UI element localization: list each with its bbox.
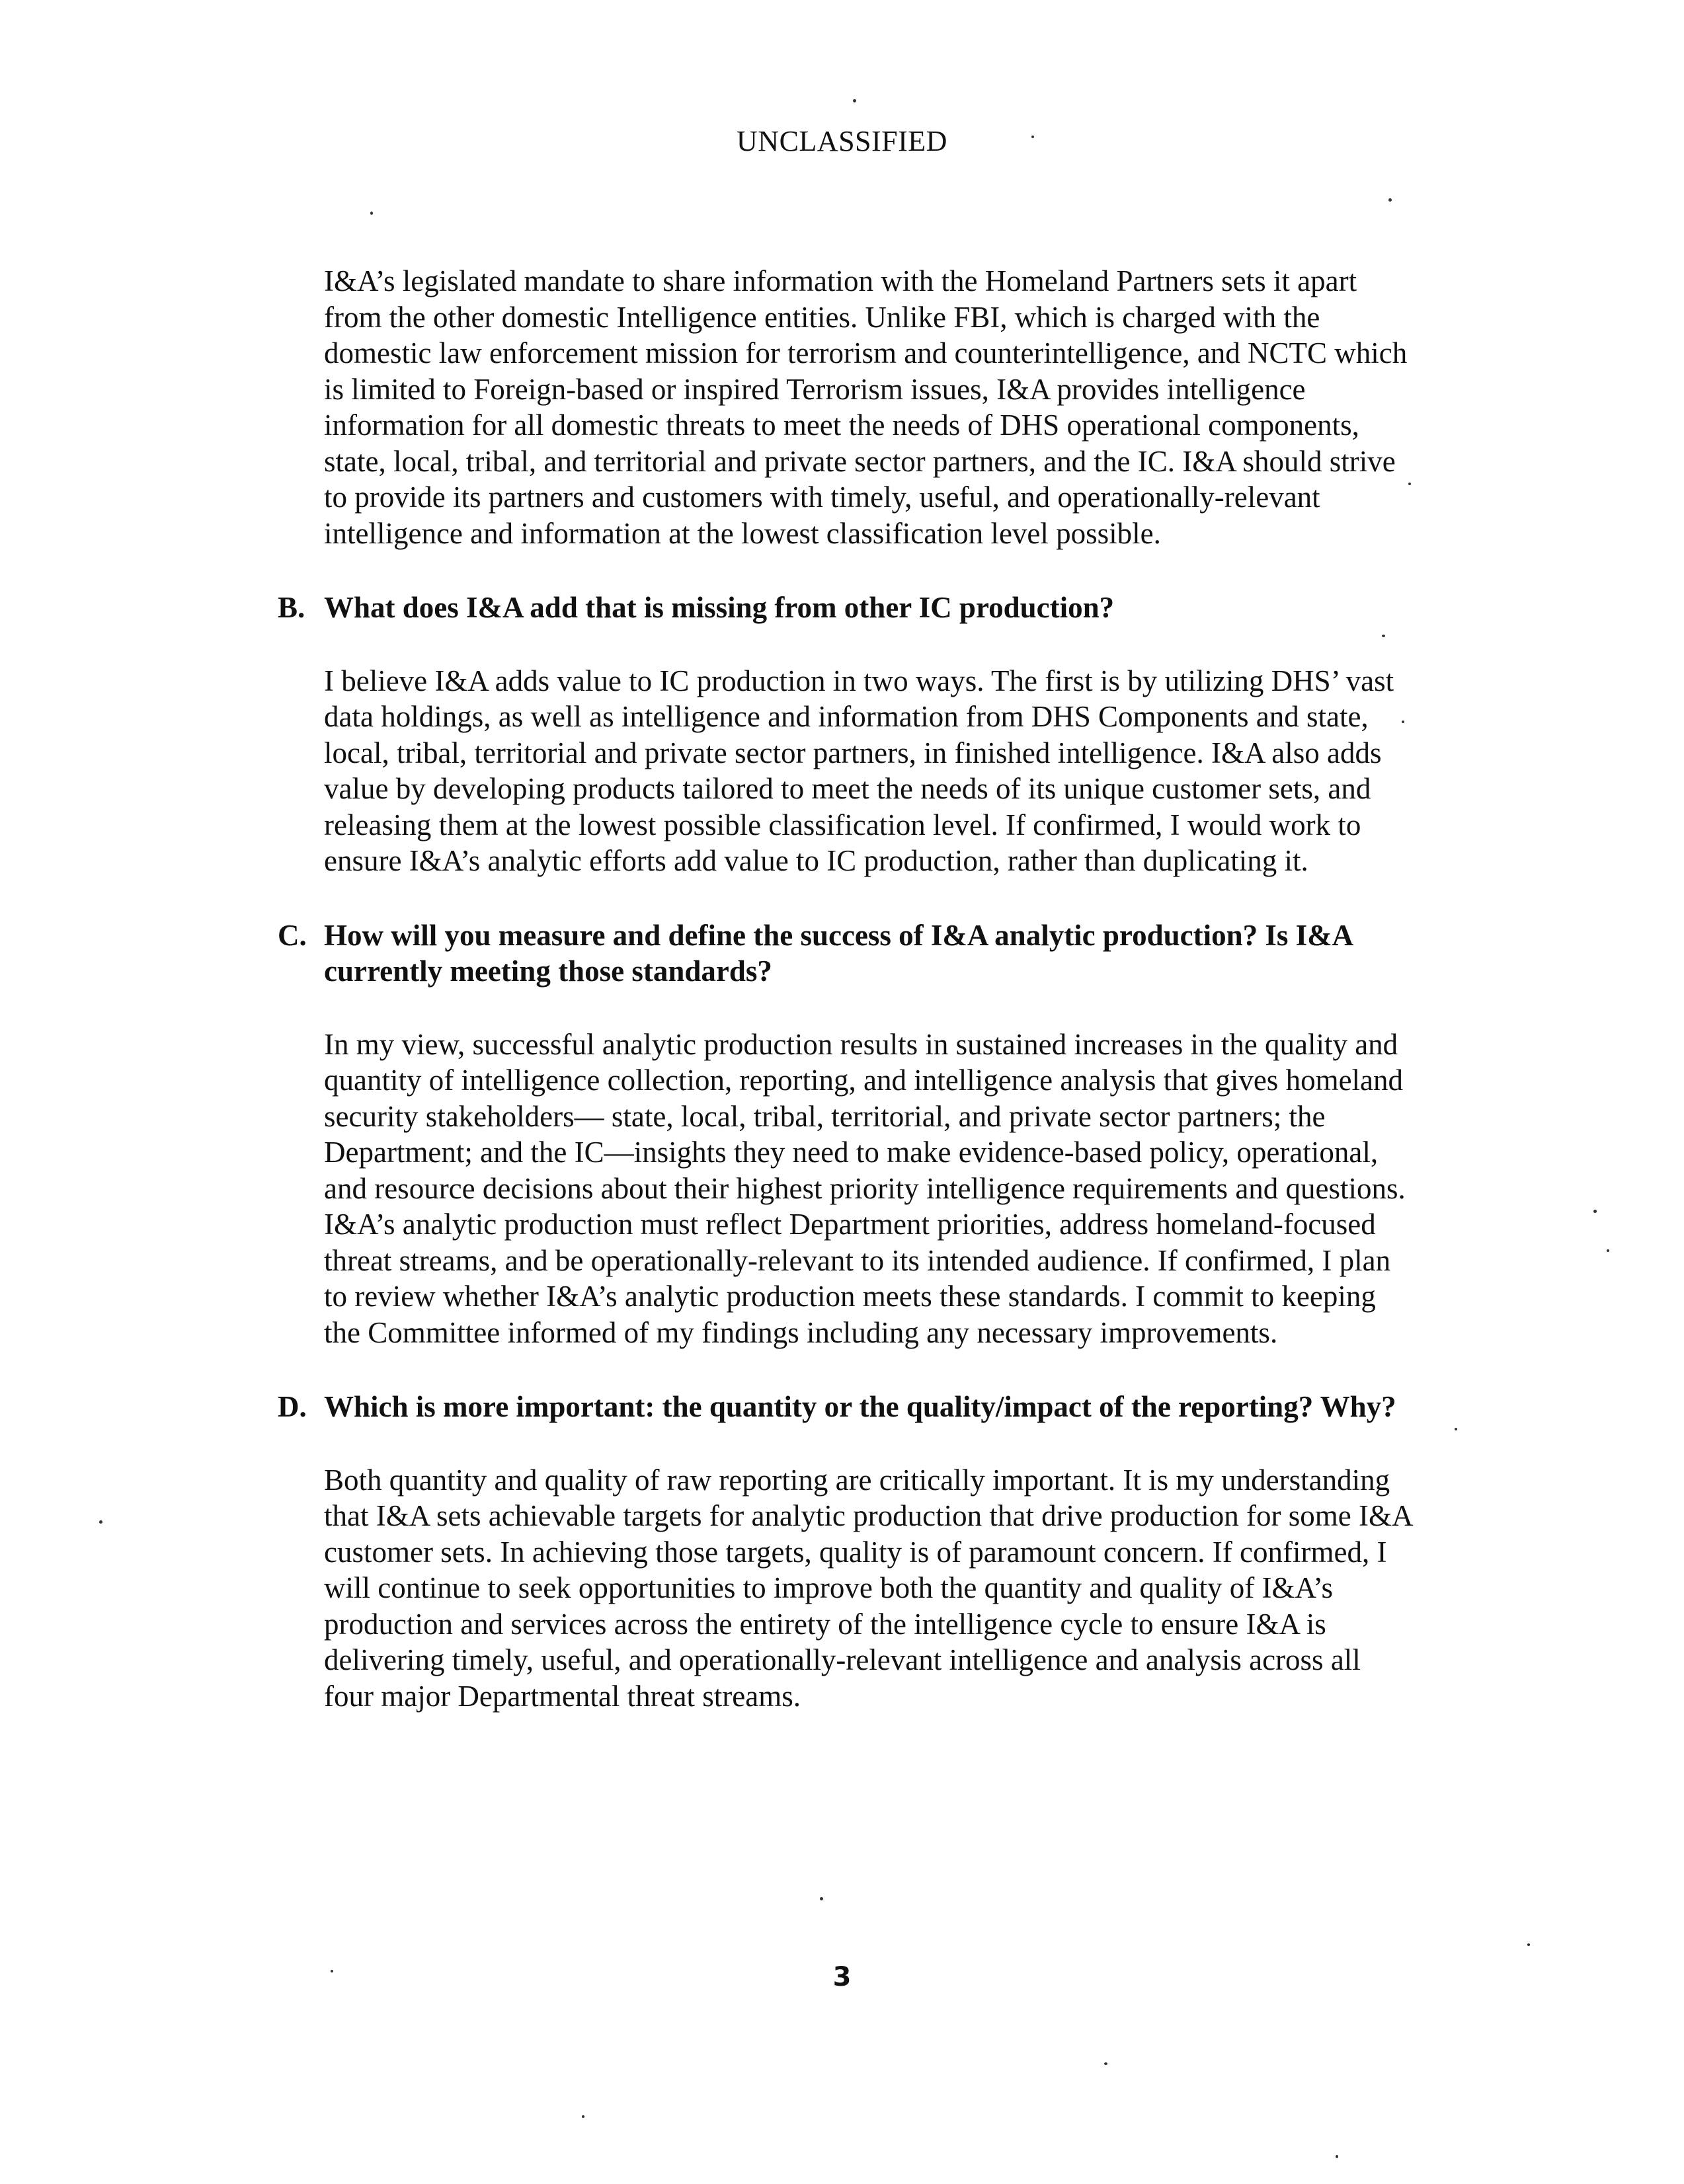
scan-speck: [99, 1520, 102, 1524]
question-b: [278, 590, 1415, 626]
question-c-letter: C.: [278, 918, 307, 952]
scan-speck: [1336, 2155, 1338, 2158]
scan-speck: [1382, 635, 1385, 637]
scan-speck: [1402, 721, 1404, 723]
scan-speck: [1607, 1249, 1609, 1252]
classification-header: UNCLASSIFIED: [737, 125, 947, 157]
scan-speck: [331, 1970, 333, 1972]
scan-speck: [1455, 1428, 1457, 1430]
scan-speck: [1408, 483, 1411, 485]
question-b-letter: B.: [278, 591, 305, 624]
question-d-text: Which is more important: the quantity or the quality/impact of the reporting? Why?: [324, 1390, 1396, 1423]
document-body: [278, 263, 1415, 1714]
question-d: [278, 1389, 1415, 1425]
answer-b-paragraph: I believe I&A adds value to IC production in two ways. The first is by utilizing DHS’ vast data holdings, as well as intelligence and information from DHS Components and state, local, tribal, territorial and private sector partners, in finished intelligence. I&A also adds value by developing products tailored to meet the needs of its unique customer sets, and releasing them at the lowest possible classification level. If confirmed, I would work to ensure I&A’s analytic efforts add value to IC production, rather than duplicating it.: [324, 664, 1394, 877]
scan-speck: [853, 99, 856, 102]
scan-speck: [1031, 136, 1034, 138]
question-b-text: What does I&A add that is missing from other IC production?: [324, 591, 1115, 624]
page-number: 3: [832, 1962, 852, 1992]
scan-speck: [1104, 2062, 1107, 2065]
question-d-letter: D.: [278, 1390, 307, 1423]
scan-speck: [1388, 198, 1392, 202]
question-c: [278, 917, 1415, 990]
scan-speck: [1593, 1210, 1597, 1213]
scan-speck: [1527, 1943, 1530, 1946]
scan-speck: [582, 2115, 584, 2118]
answer-d-paragraph: Both quantity and quality of raw reporting are critically important. It is my understanding that I&A sets achievable targets for analytic production that drive production for some I&A customer sets. In achieving those targets, quality is of paramount concern. If confirmed, I will continue to seek opportunities to improve both the quantity and quality of I&A’s production and services across the entirety of the intelligence cycle to ensure I&A is delivering timely, useful, and operationally-relevant intelligence and analysis across all four major Departmental threat streams.: [324, 1463, 1412, 1713]
question-c-text: How will you measure and define the success of I&A analytic production? Is I&A currently meeting those standards?: [324, 918, 1352, 988]
scan-speck: [820, 1897, 823, 1900]
intro-paragraph: I&A’s legislated mandate to share information with the Homeland Partners sets it apart from the other domestic Intelligence entities. Unlike FBI, which is charged with the domestic law enforcement mission for terrorism and counterintelligence, and NCTC which is limited to Foreign-based or inspired Terrorism issues, I&A provides intelligence information for all domestic threats to meet the needs of DHS operational components, state, local, tribal, and territorial and private sector partners, and the IC. I&A should strive to provide its partners and customers with timely, useful, and operationally-relevant intelligence and information at the lowest classification level possible.: [324, 264, 1408, 550]
answer-c-paragraph: In my view, successful analytic production results in sustained increases in the quality and quantity of intelligence collection, reporting, and intelligence analysis that gives homeland security stakeholders— state, local, tribal, territorial, and private sector partners; the Department; and the IC—insights they need to make evidence-based policy, operational, and resource decisions about their highest priority intelligence requirements and questions. I&A’s analytic production must reflect Department priorities, address homeland-focused threat streams, and be operationally-relevant to its intended audience. If confirmed, I plan to review whether I&A’s analytic production meets these standards. I commit to keeping the Committee informed of my findings including any necessary improvements.: [324, 1027, 1406, 1349]
scan-speck: [370, 212, 373, 215]
